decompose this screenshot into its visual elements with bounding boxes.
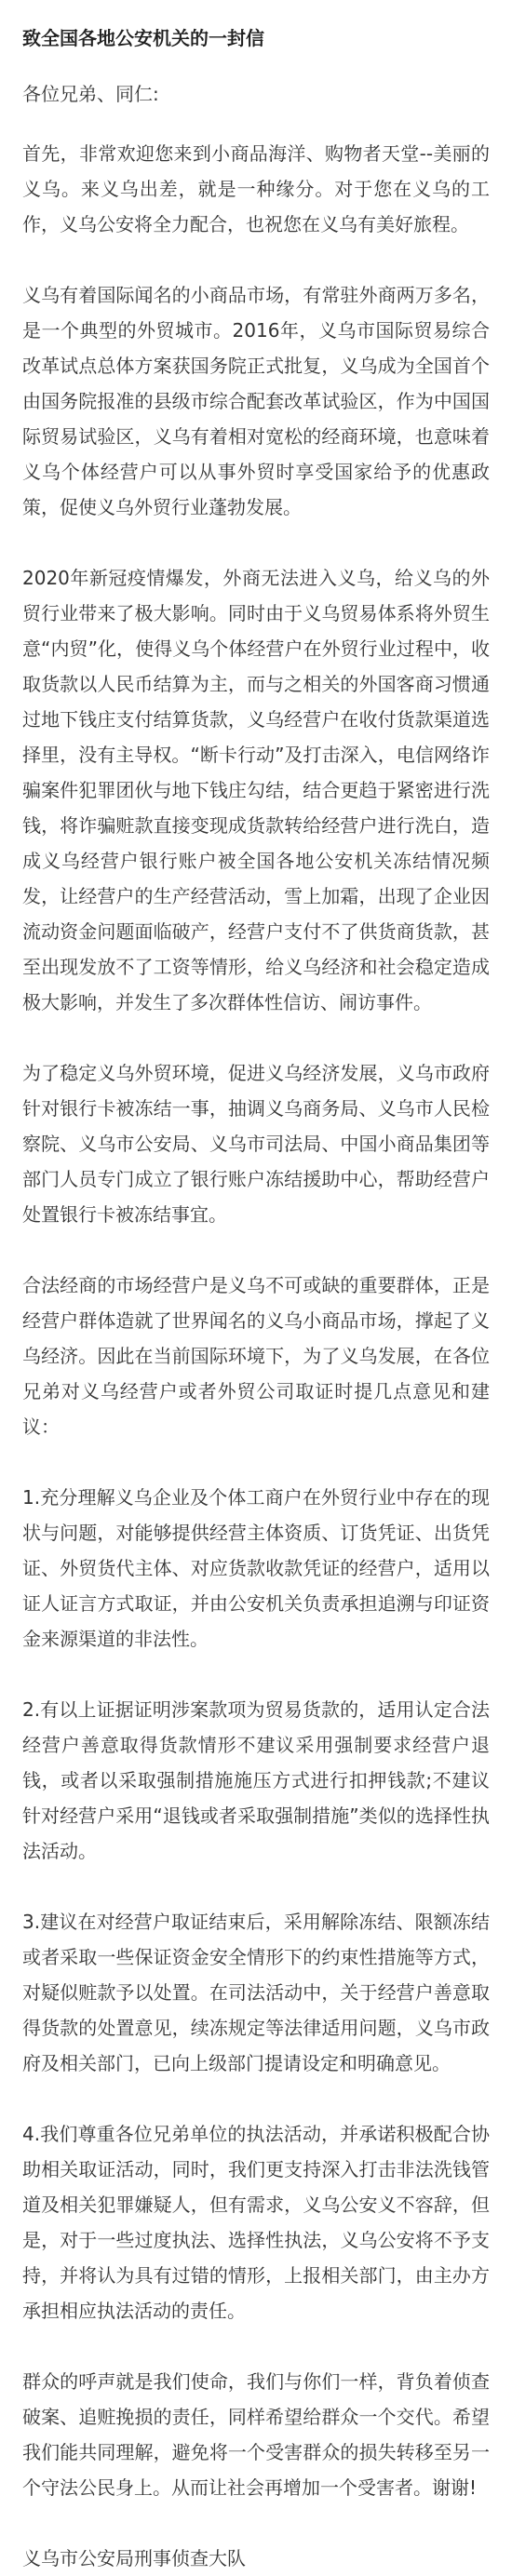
paragraph-yiwu-background: 义乌有着国际闻名的小商品市场，有常驻外商两万多名，是一个典型的外贸城市。2016年，义乌市国际贸易综合改革试点总体方案获国务院正式批复，义乌成为全国首个由国务院报准的县级市综合配套改革试验区，作为中国国际贸易试验区，义乌有着相对宽松的经商环境，也意味着义乌个体经营户可以从事外贸时享受国家给予的优惠政策，促使义乌外贸行业蓬勃发展。 xyxy=(22,284,490,518)
paragraph-suggestion-1: 1.充分理解义乌企业及个体工商户在外贸行业中存在的现状与问题，对能够提供经营主体资质、订货凭证、出货凭证、外贸货代主体、对应货款收款凭证的经营户，适用以证人证言方式取证，并由公安机关负责承担追溯与印证资金来源渠道的非法性。 xyxy=(22,1486,490,1650)
letter-title: 致全国各地公安机关的一封信 xyxy=(22,27,264,49)
paragraph-suggestion-3: 3.建议在对经营户取证结束后，采用解除冻结、限额冻结或者采取一些保证资金安全情形下的约束性措施等方式，对疑似赃款予以处置。在司法活动中，关于经营户善意取得货款的处置意见，续冻规定等法律适用问题，义乌市政府及相关部门，已向上级部门提请设定和明确意见。 xyxy=(22,1911,490,2074)
paragraph-suggestions-intro: 合法经商的市场经营户是义乌不可或缺的重要群体，正是经营户群体造就了世界闻名的义乌小商品市场，撑起了义乌经济。因此在当前国际环境下，为了义乌发展，在各位兄弟对义乌经营户或者外贸公司取证时提几点意见和建议： xyxy=(22,1274,490,1438)
paragraph-suggestion-2: 2.有以上证据证明涉案款项为贸易货款的，适用认定合法经营户善意取得货款情形不建议采用强制要求经营户退钱，或者以采取强制措施施压方式进行扣押钱款;不建议针对经营户采用“退钱或者采取强制措施”类似的选择性执法活动。 xyxy=(22,1698,490,1862)
paragraph-intro-welcome: 首先，非常欢迎您来到小商品海洋、购物者天堂--美丽的义乌。来义乌出差，就是一种缘分。对于您在义乌的工作，义乌公安将全力配合，也祝您在义乌有美好旅程。 xyxy=(22,142,490,235)
letter-signature: 义乌市公安局刑事侦查大队 xyxy=(22,2547,246,2569)
paragraph-aid-center: 为了稳定义乌外贸环境，促进义乌经济发展，义乌市政府针对银行卡被冻结一事，抽调义乌商务局、义乌市人民检察院、义乌市公安局、义乌市司法局、中国小商品集团等部门人员专门成立了银行账户冻结援助中心，帮助经营户处置银行卡被冻结事宜。 xyxy=(22,1062,490,1226)
letter-greeting: 各位兄弟、同仁: xyxy=(22,83,159,105)
paragraph-suggestion-4: 4.我们尊重各位兄弟单位的执法活动，并承诺积极配合协助相关取证活动，同时，我们更支持深入打击非法洗钱管道及相关犯罪嫌疑人，但有需求，义乌公安义不容辞，但是，对于一些过度执法、选择性执法，义乌公安将不予支持，并将认为具有过错的情形，上报相关部门，由主办方承担相应执法活动的责任。 xyxy=(22,2123,490,2322)
paragraph-closing: 群众的呼声就是我们使命，我们与你们一样，背负着侦查破案、追赃挽损的责任，同样希望给群众一个交代。希望我们能共同理解，避免将一个受害群众的损失转移至另一个守法公民身上。从而让社会再增加一个受害者。谢谢! xyxy=(22,2370,490,2499)
paragraph-pandemic-impact: 2020年新冠疫情爆发，外商无法进入义乌，给义乌的外贸行业带来了极大影响。同时由于义乌贸易体系将外贸生意“内贸”化，使得义乌个体经营户在外贸行业过程中，收取货款以人民币结算为主，而与之相关的外国客商习惯通过地下钱庄支付结算货款，义乌经营户在收付货款渠道选择里，没有主导权。“断卡行动”及打击深入，电信网络诈骗案件犯罪团伙与地下钱庄勾结，结合更趋于紧密进行洗钱，将诈骗赃款直接变现成货款转给经营户进行洗白，造成义乌经营户银行账户被全国各地公安机关冻结情况频发，让经营户的生产经营活动，雪上加霜，出现了企业因流动资金问题面临破产，经营户支付不了供货商货款，甚至出现发放不了工资等情形，给义乌经济和社会稳定造成极大影响，并发生了多次群体性信访、闹访事件。 xyxy=(22,567,490,1013)
